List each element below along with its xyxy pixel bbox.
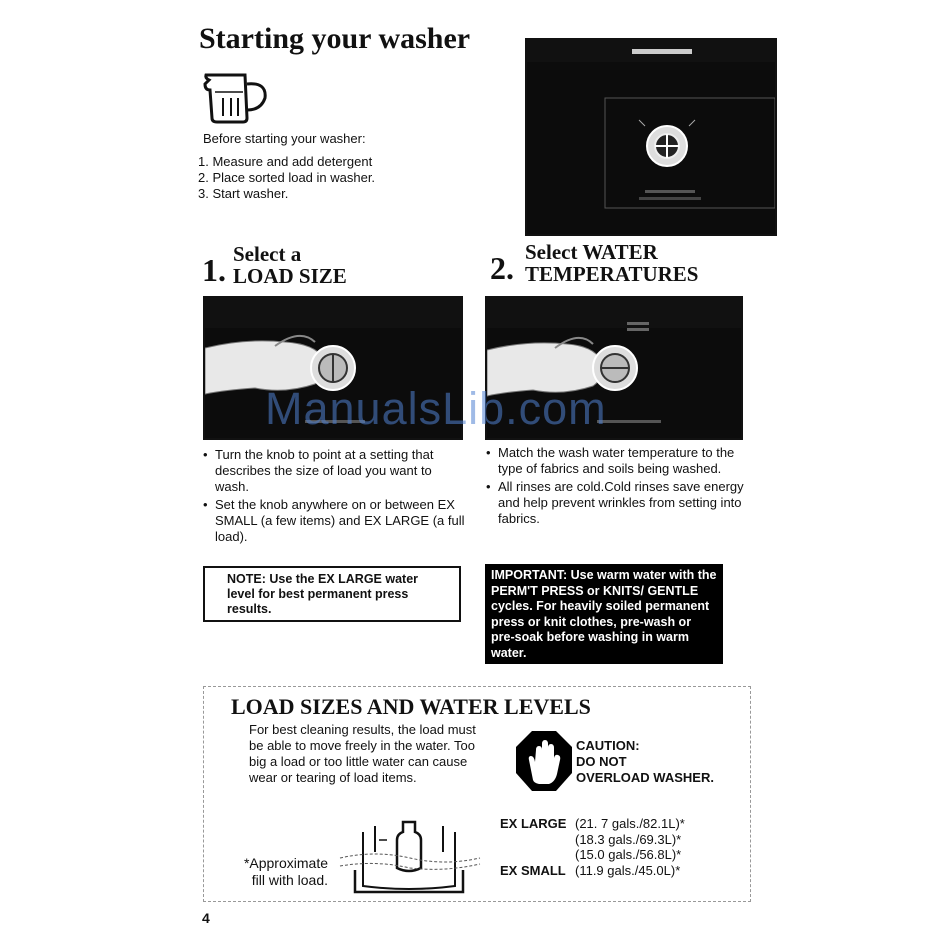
- section-paragraph: For best cleaning results, the load must be able to move freely in the water. Too big a load or too little water can cause wear or tearing of load items.: [249, 722, 476, 785]
- step-heading-line1: Select WATER: [525, 240, 658, 264]
- caution-text: [576, 738, 714, 786]
- intro-heading: Before starting your washer:: [203, 131, 366, 146]
- step-heading-line1: Select a: [233, 242, 302, 266]
- page-number: 4: [202, 910, 210, 926]
- note-box: NOTE: Use the EX LARGE water level for best permanent press results.: [203, 566, 461, 622]
- footnote-line: fill with load.: [251, 872, 328, 888]
- caution-line: OVERLOAD WASHER.: [576, 770, 714, 785]
- step-number: 1.: [202, 252, 226, 288]
- control-panel-illustration: [527, 40, 775, 234]
- water-level-value: (18.3 gals./69.3L)*: [575, 831, 682, 847]
- step-heading-line2: LOAD SIZE: [233, 264, 347, 288]
- water-level-value: (21. 7 gals./82.1L)*: [575, 816, 685, 831]
- washer-tub-illustration: [335, 812, 485, 896]
- intro-step: 2. Place sorted load in washer.: [198, 170, 376, 185]
- intro-step: 1. Measure and add detergent: [198, 154, 373, 169]
- water-level-value: (15.0 gals./56.8L)*: [575, 847, 682, 862]
- section-title: LOAD SIZES AND WATER LEVELS: [231, 694, 591, 719]
- footnote: [228, 855, 328, 889]
- watermark: ManualsLib.com: [265, 383, 607, 434]
- page-title: Starting your washer: [199, 22, 471, 55]
- step-2-bullet-list: [484, 445, 752, 529]
- water-level-label: EX LARGE: [500, 816, 567, 831]
- step-1-bullet-list: [201, 447, 469, 547]
- footnote-line: *Approximate: [243, 855, 328, 871]
- caution-hand-icon: [515, 730, 573, 792]
- important-box: IMPORTANT: Use warm water with the PERM'T PRESS or KNITS/ GENTLE cycles. For heavily soiled permanent press or knit clothes, pre-wash or pre-soak before washing in warm water.: [485, 564, 723, 664]
- step-number: 2.: [490, 250, 514, 286]
- caution-line: CAUTION:: [576, 738, 640, 753]
- water-level-label: EX SMALL: [500, 862, 566, 878]
- caution-line: DO NOT: [576, 754, 627, 769]
- intro-step-list: [198, 154, 375, 202]
- measuring-cup-icon: [203, 70, 271, 126]
- control-panel-photo: [525, 38, 777, 236]
- intro-step: 3. Start washer.: [198, 186, 289, 201]
- bullet-item: • Match the wash water temperature to the type of fabrics and soils being washed.: [484, 445, 752, 477]
- bullet-item: • Set the knob anywhere on or between EX SMALL (a few items) and EX LARGE (a full load).: [201, 497, 469, 545]
- step-heading-line2: TEMPERATURES: [525, 262, 699, 286]
- bullet-item: • Turn the knob to point at a setting that describes the size of load you want to wash.: [201, 447, 469, 495]
- water-level-value: (11.9 gals./45.0L)*: [575, 862, 681, 878]
- bullet-item: • All rinses are cold.Cold rinses save energy and help prevent wrinkles from setting into fabrics.: [484, 479, 752, 527]
